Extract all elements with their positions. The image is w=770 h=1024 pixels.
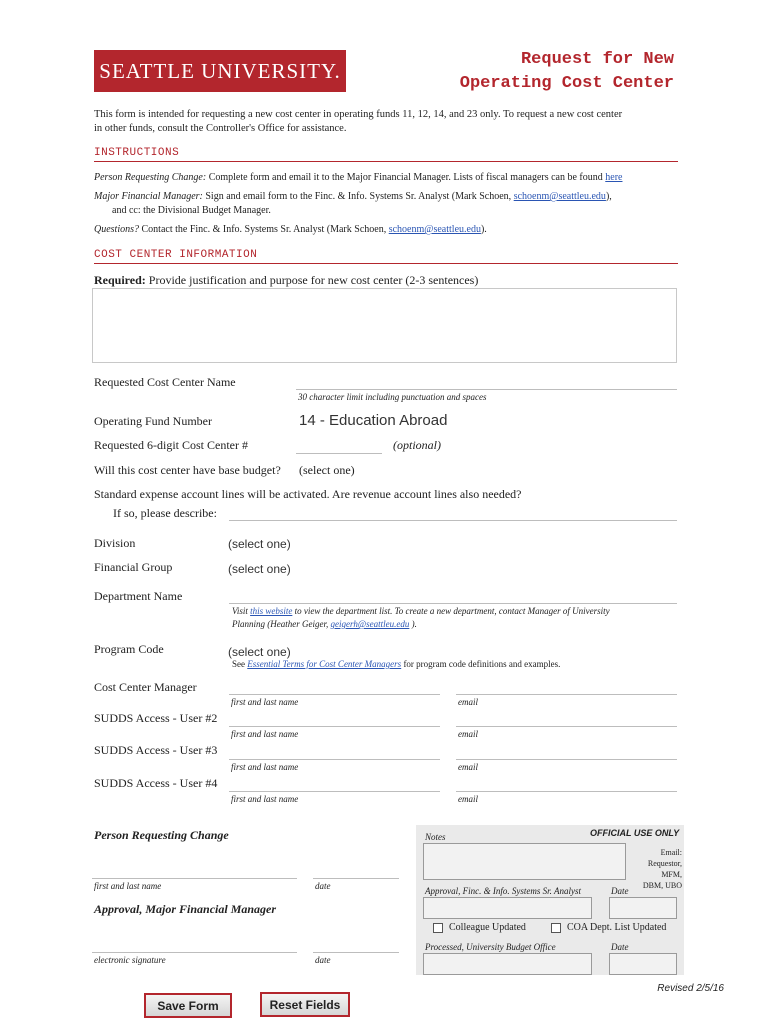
sudds3-label: SUDDS Access - User #3	[94, 743, 218, 757]
person-text: Complete form and email it to the Major Financial Manager. Lists of fiscal managers can be found	[208, 172, 603, 183]
mfm-after: ),	[605, 191, 612, 202]
official-use-heading: OFFICIAL USE ONLY	[590, 828, 680, 838]
seattle-university-logo: SEATTLE UNIVERSITY.	[94, 50, 346, 92]
email-label: Email:	[660, 848, 682, 857]
instructions-person	[94, 171, 694, 185]
person-requesting-heading: Person Requesting Change	[94, 828, 229, 842]
sudds4-email-input[interactable]	[456, 776, 677, 792]
department-hint	[232, 606, 610, 616]
analyst-approval-label: Approval, Finc. & Info. Systems Sr. Analyst	[425, 886, 581, 896]
email-to-line1: Requestor, MFM,	[647, 859, 682, 879]
base-budget-label: Will this cost center have base budget?	[94, 463, 281, 477]
program-code-select[interactable]: (select one)	[228, 645, 291, 659]
requester-date-input[interactable]	[313, 863, 399, 879]
processed-label: Processed, University Budget Office	[425, 942, 556, 952]
processed-date-input[interactable]	[609, 953, 677, 975]
department-hint-line2	[232, 619, 417, 629]
fiscal-managers-link[interactable]: here	[605, 172, 623, 183]
program-code-label: Program Code	[94, 642, 164, 656]
mfm-date-input[interactable]	[313, 937, 399, 953]
reset-fields-button[interactable]: Reset Fields	[260, 992, 350, 1017]
division-select[interactable]: (select one)	[228, 537, 291, 551]
required-label: Required:	[94, 273, 146, 287]
manager-name-input[interactable]	[229, 679, 440, 695]
manager-email-input[interactable]	[456, 679, 677, 695]
fund-number-label: Operating Fund Number	[94, 414, 212, 428]
questions-email-link[interactable]: schoenm@seattleu.edu	[388, 224, 481, 235]
form-title	[460, 48, 674, 96]
requester-name-input[interactable]	[92, 863, 297, 879]
program-code-hint	[232, 659, 560, 669]
describe-label: If so, please describe:	[113, 506, 217, 520]
program-hint-text: for program code definitions and examples.	[403, 659, 561, 669]
intro-line1: This form is intended for requesting a new cost center in operating funds 11, 12, 14, and 23 only. To request a new cost center	[94, 109, 623, 120]
email-recipients	[628, 847, 682, 891]
processed-date-label: Date	[611, 942, 629, 952]
fund-number-select[interactable]: 14 - Education Abroad	[299, 412, 448, 429]
cost-center-name-input[interactable]	[296, 374, 677, 390]
dept-hint-text: to view the department list. To create a new department, contact Manager of University	[294, 606, 610, 616]
sudds2-name-hint: first and last name	[231, 729, 299, 739]
processed-input[interactable]	[423, 953, 592, 975]
mfm-email-link[interactable]: schoenm@seattleu.edu	[513, 191, 606, 202]
mfm-signature-input[interactable]	[92, 937, 297, 953]
justification-textarea[interactable]	[92, 288, 677, 363]
sudds3-name-input[interactable]	[229, 744, 440, 760]
six-digit-label: Requested 6-digit Cost Center #	[94, 438, 248, 452]
instructions-mfm	[94, 190, 694, 204]
approval-mfm-heading: Approval, Major Financial Manager	[94, 902, 277, 916]
intro-text	[94, 108, 684, 136]
dept-hint-line2: Planning (Heather Geiger,	[232, 619, 329, 629]
six-digit-hint: (optional)	[393, 438, 441, 452]
cost-center-heading: COST CENTER INFORMATION	[94, 249, 678, 264]
mfm-label: Major Financial Manager:	[94, 191, 203, 202]
coa-updated-option[interactable]	[551, 922, 666, 933]
program-hint-see: See	[232, 659, 245, 669]
department-input[interactable]	[229, 588, 677, 604]
manager-name-hint: first and last name	[231, 697, 299, 707]
cost-center-name-label: Requested Cost Center Name	[94, 375, 236, 389]
mfm-date-hint: date	[315, 955, 331, 965]
save-form-button[interactable]: Save Form	[144, 993, 232, 1018]
form-title-line2: Operating Cost Center	[459, 74, 674, 93]
sudds2-label: SUDDS Access - User #2	[94, 711, 218, 725]
colleague-updated-checkbox[interactable]	[433, 923, 443, 933]
instructions-heading: INSTRUCTIONS	[94, 147, 678, 162]
geigerh-email-link[interactable]: geigerh@seattleu.edu	[330, 619, 410, 629]
revenue-question: Standard expense account lines will be activated. Are revenue account lines also needed?	[94, 487, 522, 501]
sudds2-email-input[interactable]	[456, 711, 677, 727]
sudds4-name-input[interactable]	[229, 776, 440, 792]
department-list-link[interactable]: this website	[250, 606, 293, 616]
base-budget-select[interactable]: (select one)	[299, 463, 355, 477]
person-label: Person Requesting Change:	[94, 172, 207, 183]
six-digit-input[interactable]	[296, 438, 382, 454]
department-label: Department Name	[94, 589, 183, 603]
mfm-signature-hint: electronic signature	[94, 955, 166, 965]
required-prompt	[94, 273, 478, 288]
sudds3-email-hint: email	[458, 762, 478, 772]
dept-hint-end: ).	[411, 619, 417, 629]
questions-label: Questions?	[94, 224, 139, 235]
sudds4-label: SUDDS Access - User #4	[94, 776, 218, 790]
sudds4-name-hint: first and last name	[231, 794, 299, 804]
questions-after: ).	[480, 224, 487, 235]
sudds4-email-hint: email	[458, 794, 478, 804]
sudds3-email-input[interactable]	[456, 744, 677, 760]
instructions-questions	[94, 223, 694, 237]
requester-name-hint: first and last name	[94, 881, 162, 891]
coa-updated-checkbox[interactable]	[551, 923, 561, 933]
division-label: Division	[94, 536, 136, 550]
analyst-date-label: Date	[611, 886, 629, 896]
financial-group-label: Financial Group	[94, 560, 173, 574]
colleague-updated-label: Colleague Updated	[449, 922, 526, 933]
sudds2-email-hint: email	[458, 729, 478, 739]
revised-date: Revised 2/5/16	[657, 983, 724, 994]
sudds3-name-hint: first and last name	[231, 762, 299, 772]
dept-hint-visit: Visit	[232, 606, 248, 616]
intro-line2: in other funds, consult the Controller's Office for assistance.	[94, 123, 347, 134]
manager-email-hint: email	[458, 697, 478, 707]
required-text: Provide justification and purpose for new cost center (2-3 sentences)	[148, 273, 479, 287]
cost-center-manager-label: Cost Center Manager	[94, 680, 197, 694]
financial-group-select[interactable]: (select one)	[228, 562, 291, 576]
notes-label: Notes	[425, 832, 446, 842]
essential-terms-link[interactable]: Essential Terms for Cost Center Managers	[247, 659, 402, 669]
analyst-date-input[interactable]	[609, 897, 677, 919]
describe-input[interactable]	[229, 505, 677, 521]
mfm-line2: and cc: the Divisional Budget Manager.	[112, 205, 271, 216]
email-to-line2: DBM, UBO	[642, 881, 682, 890]
notes-input[interactable]	[423, 843, 626, 880]
mfm-text: Sign and email form to the Finc. & Info. Systems Sr. Analyst (Mark Schoen,	[205, 191, 512, 202]
colleague-updated-option[interactable]	[433, 922, 526, 933]
questions-text: Contact the Finc. & Info. Systems Sr. Analyst (Mark Schoen,	[141, 224, 387, 235]
cost-center-name-hint: 30 character limit including punctuation and spaces	[298, 392, 487, 402]
form-title-line1: Request for New	[520, 50, 674, 69]
analyst-approval-input[interactable]	[423, 897, 592, 919]
sudds2-name-input[interactable]	[229, 711, 440, 727]
coa-updated-label: COA Dept. List Updated	[567, 922, 667, 933]
requester-date-hint: date	[315, 881, 331, 891]
